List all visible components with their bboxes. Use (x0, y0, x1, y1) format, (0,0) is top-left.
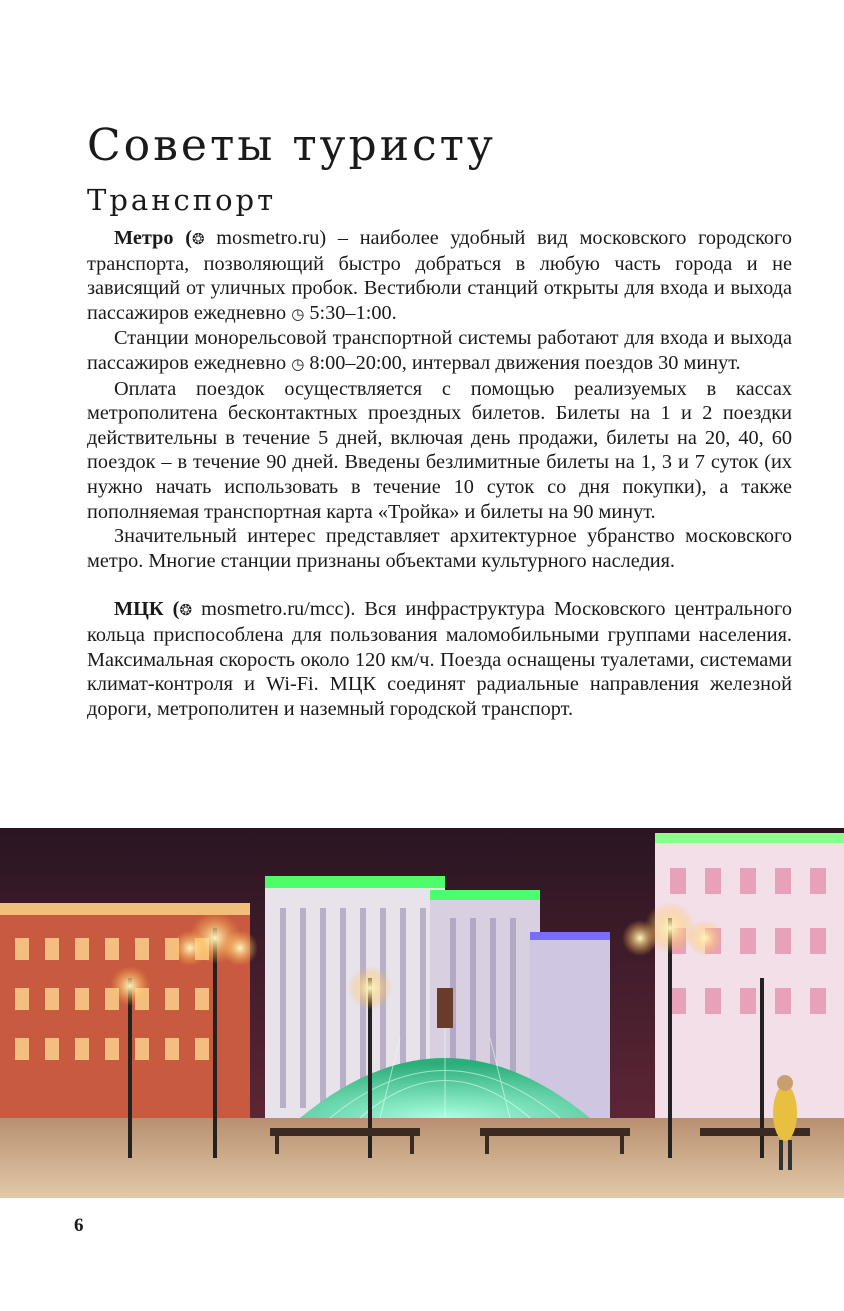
section-title: Транспорт (87, 183, 277, 217)
paragraph-payment: Оплата поездок осуществляется с помощью реализуемых в кассах метрополитена бесконтактных проездных билетов. Билеты на 1 и 2 поездки действительны в течение 5 дней, включая день продажи, билеты на 20, 40, 60 поездок – в течение 90 дней. Введены безлимитные билеты на 1, 3 и 7 суток (их нужно начать использовать в течение 10 суток со дня покупки), а также пополняемая транспортная карта «Тройка» и билеты на 90 минут. (87, 377, 792, 523)
monorail-text: Станции монорельсовой транспортной системы работают для входа и выхода пассажиров ежедневно (87, 327, 792, 374)
globe-icon: ❂ (179, 601, 193, 620)
metro-link[interactable]: mosmetro.ru) (216, 227, 327, 249)
monorail-text-end: , интервал движения поездов 30 минут. (401, 351, 741, 374)
photo-illustration (0, 828, 844, 1198)
clock-icon: ◷ (291, 304, 305, 323)
globe-icon: ❂ (191, 230, 205, 248)
paragraph-mcc (87, 597, 792, 721)
statue (437, 988, 453, 1028)
metro-label: Метро ( (114, 227, 192, 249)
city-night-photo (0, 828, 844, 1198)
mcc-link[interactable]: mosmetro.ru/mcc) (201, 598, 351, 621)
page-number: 6 (74, 1215, 84, 1236)
clock-icon: ◷ (291, 354, 305, 373)
paragraph-architecture: Значительный интерес представляет архитектурное убранство московского метро. Многие станции признаны объектами культурного наследия. (87, 525, 792, 572)
paragraph-monorail (87, 326, 792, 376)
metro-text: – наиболее удобный вид московского городского транспорта, позволяющий быстро добраться в любую часть города и не зависящий от уличных пробок. Вестибюли станций открыты для входа и выхода пассажиров ежедневно (87, 227, 792, 324)
monorail-hours: 8:00–20:00 (309, 351, 402, 374)
page-title: Советы туристу (87, 120, 496, 171)
article-body (87, 226, 792, 721)
metro-hours: 5:30–1:00. (309, 301, 397, 324)
mcc-label: МЦК ( (114, 598, 180, 621)
mcc-text: . Вся инфраструктура Московского центрального кольца приспособлена для пользования маломобильными группами населения. Максимальная скорость около 120 км/ч. Поезда оснащены туалетами, системами климат-контроля и Wi-Fi. МЦК соединят радиальные направления железной дороги, метрополитен и наземный городской транспорт. (87, 598, 792, 720)
paragraph-metro (87, 226, 792, 326)
